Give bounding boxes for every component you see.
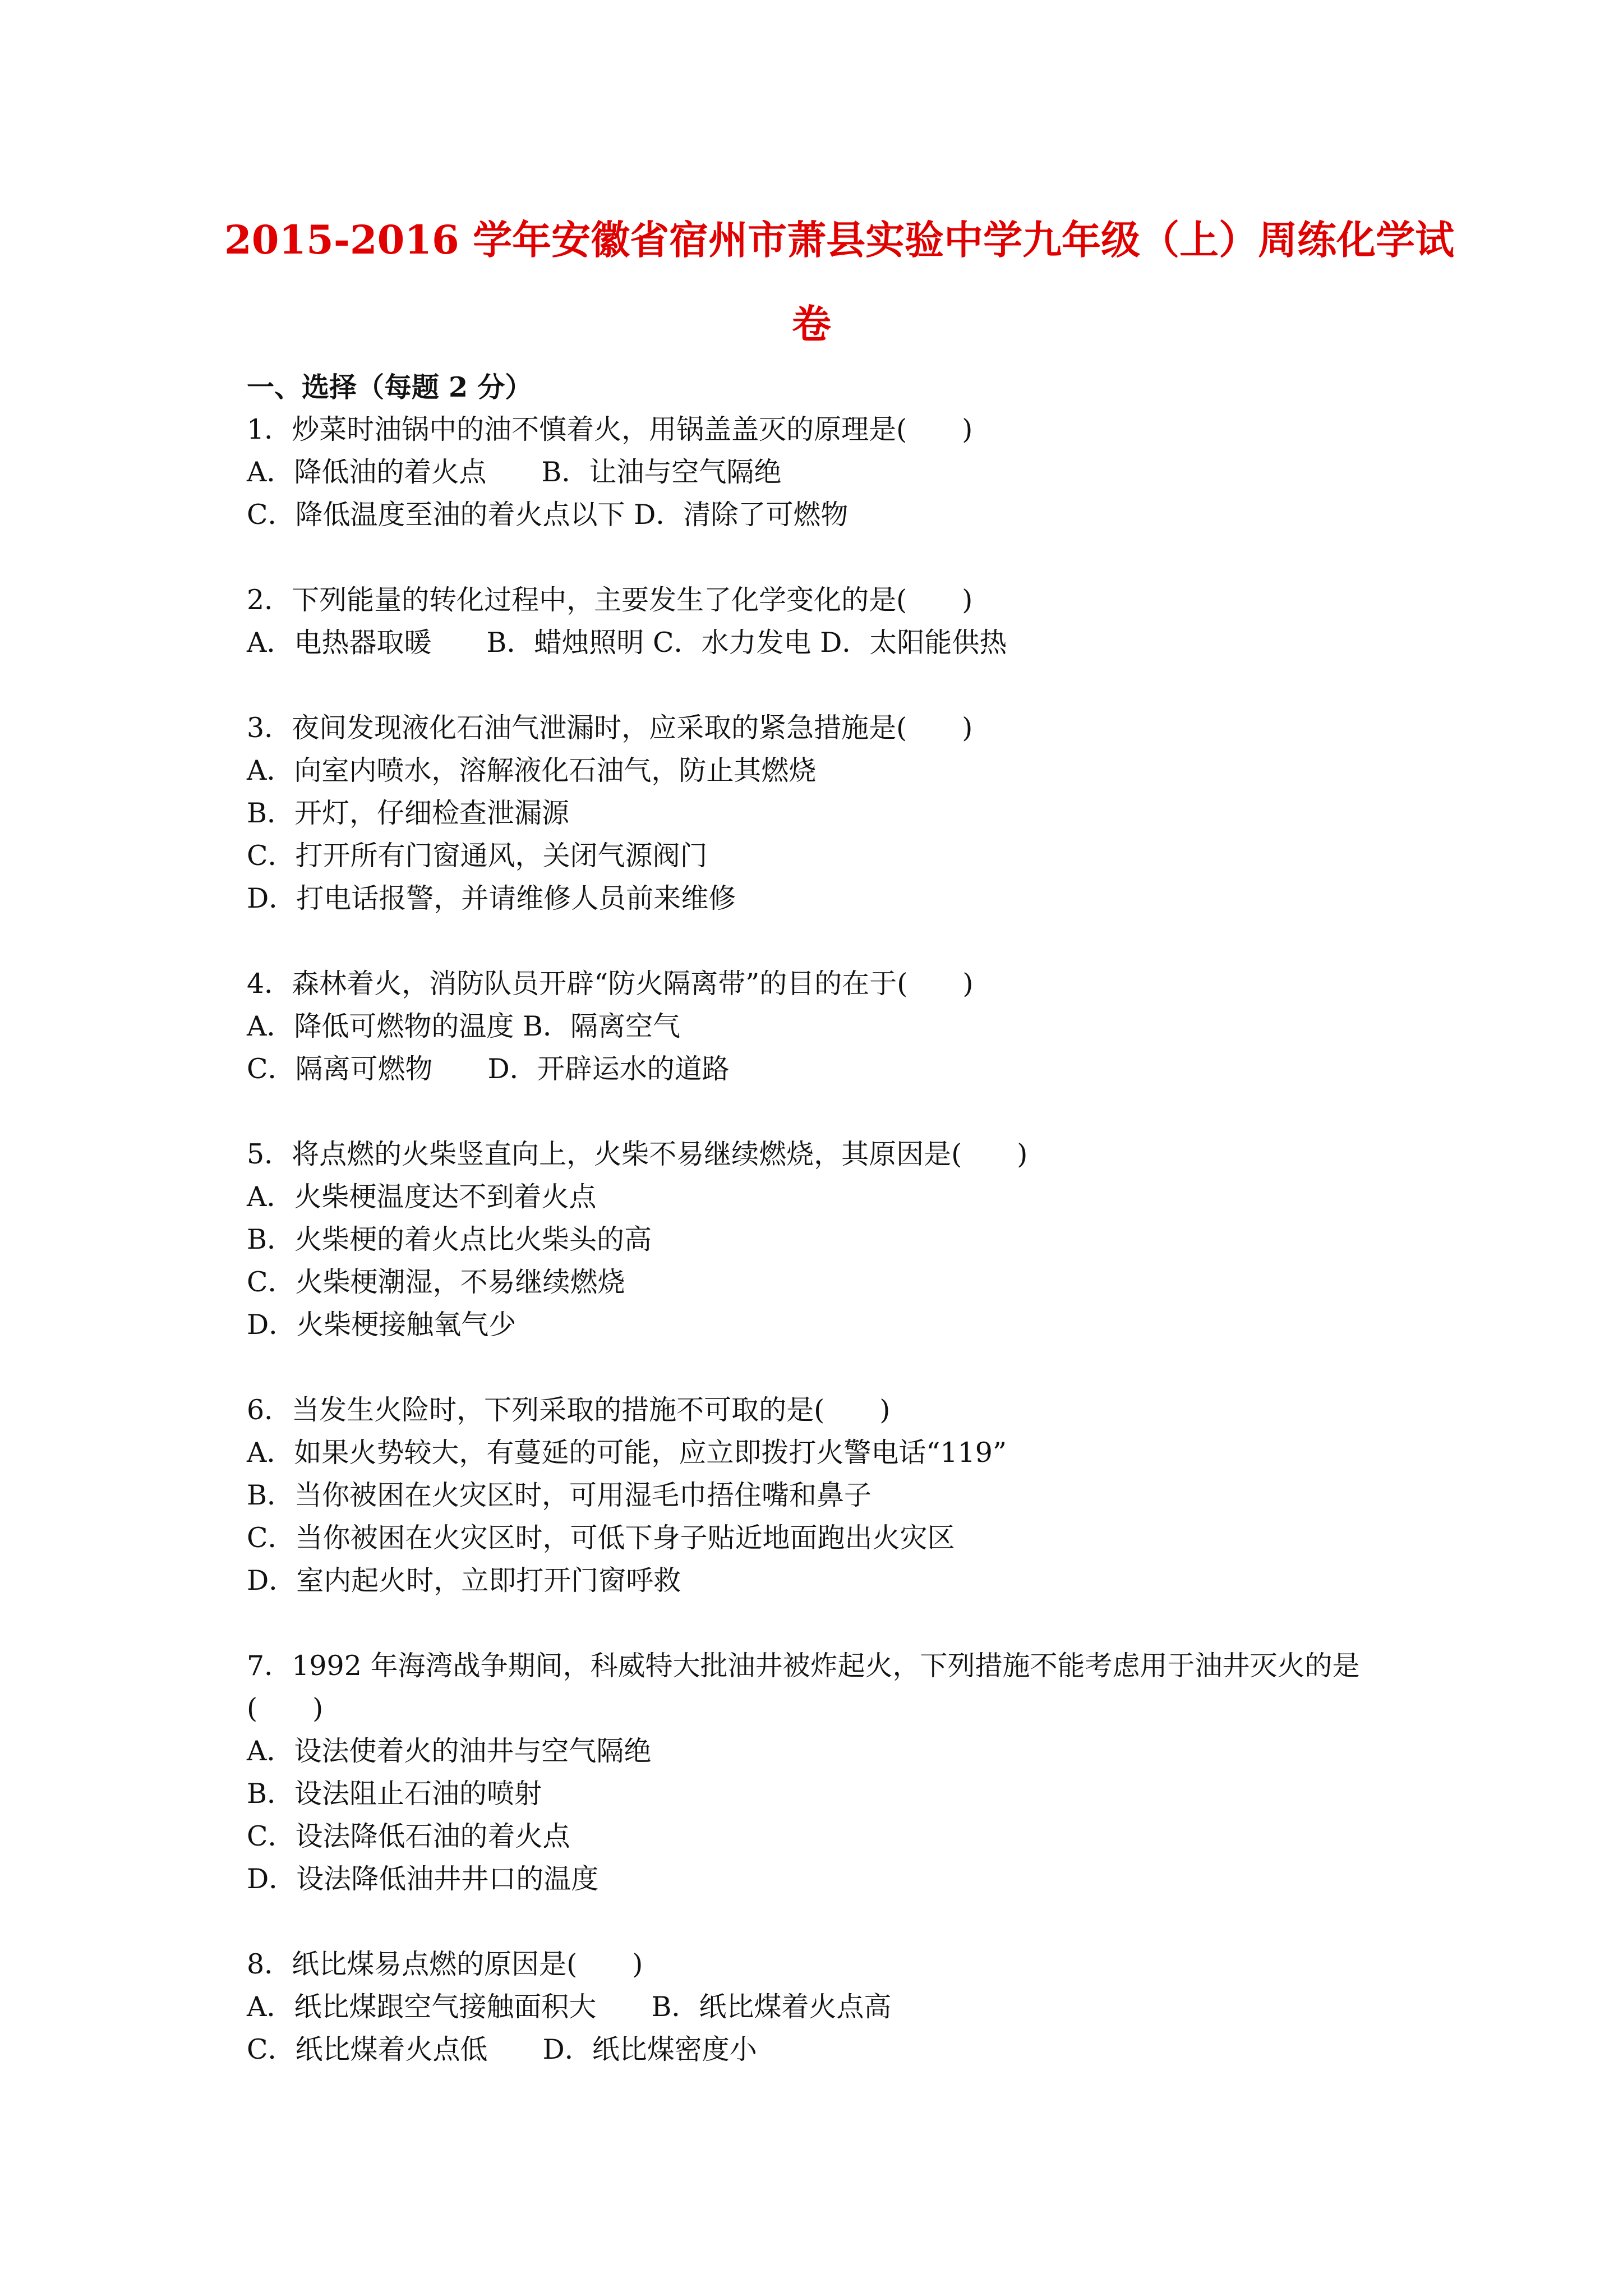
answer-option: C．隔离可燃物 (247, 1053, 488, 1085)
option-row (247, 1218, 1424, 1261)
section-heading: 一、选择（每题 2 分） (247, 371, 533, 403)
question-4 (247, 963, 1424, 1091)
question-stem: 4．森林着火，消防队员开辟“防火隔离带”的目的在于( ) (247, 968, 974, 1000)
option-row (247, 792, 1424, 835)
answer-option: B．火柴梗的着火点比火柴头的高 (247, 1223, 652, 1255)
option-row (247, 1474, 1424, 1517)
answer-option: D．室内起火时，立即打开门窗呼救 (247, 1565, 681, 1596)
question-list (247, 408, 1424, 2071)
exam-title-line-2: 卷 (792, 301, 831, 347)
answer-option: C．当你被困在火灾区时，可低下身子贴近地面跑出火灾区 (247, 1522, 955, 1554)
answer-option: D．设法降低油井井口的温度 (247, 1863, 599, 1895)
answer-option: B．蜡烛照明 (486, 627, 653, 659)
option-row (247, 1304, 1424, 1346)
question-stem: 5．将点燃的火柴竖直向上，火柴不易继续燃烧，其原因是( ) (247, 1138, 1028, 1170)
answer-option: D．开辟运水的道路 (487, 1053, 730, 1085)
answer-option: A．向室内喷水，溶解液化石油气，防止其燃烧 (247, 754, 817, 786)
answer-option: B．让油与空气隔绝 (541, 456, 782, 488)
option-row (247, 1858, 1424, 1901)
question-3 (247, 707, 1424, 920)
answer-option: B．当你被困在火灾区时，可用湿毛巾捂住嘴和鼻子 (247, 1479, 872, 1511)
answer-option: D．火柴梗接触氧气少 (247, 1309, 517, 1341)
answer-option: A．如果火势较大，有蔓延的可能，应立即拨打火警电话“119” (247, 1437, 1007, 1469)
option-row (247, 1559, 1424, 1602)
exam-content (247, 366, 1424, 2114)
answer-option: D．太阳能供热 (820, 627, 1007, 659)
answer-option: A．设法使着火的油井与空气隔绝 (247, 1735, 652, 1767)
option-row (247, 877, 1424, 920)
option-row (247, 1048, 1424, 1091)
exam-title-line-1: 2015-2016 学年安徽省宿州市萧县实验中学九年级（上）周练化学试 (224, 217, 1455, 263)
question-stem: 2．下列能量的转化过程中，主要发生了化学变化的是( ) (247, 584, 973, 616)
question-stem: 1．炒菜时油锅中的油不慎着火，用锅盖盖灭的原理是( ) (247, 413, 973, 445)
option-row (247, 749, 1424, 792)
question-stem: 8．纸比煤易点燃的原因是( ) (247, 1948, 643, 1980)
answer-option: C．设法降低石油的着火点 (247, 1820, 570, 1852)
option-row (247, 1261, 1424, 1304)
option-row (247, 1432, 1424, 1474)
answer-option: A．火柴梗温度达不到着火点 (247, 1181, 597, 1213)
option-row (247, 1815, 1424, 1858)
option-row (247, 2028, 1424, 2071)
question-1 (247, 408, 1424, 536)
answer-option: D．清除了可燃物 (634, 499, 849, 531)
answer-option: C．打开所有门窗通风，关闭气源阀门 (247, 840, 708, 872)
option-row (247, 835, 1424, 877)
answer-option: C．降低温度至油的着火点以下 (247, 499, 634, 531)
answer-option: A．电热器取暖 (247, 627, 487, 659)
option-row (247, 1005, 1424, 1048)
question-8 (247, 1943, 1424, 2071)
answer-option: C．纸比煤着火点低 (247, 2033, 543, 2065)
option-row (247, 1773, 1424, 1815)
question-7 (247, 1645, 1424, 1901)
answer-option: A．降低可燃物的温度 (247, 1010, 523, 1042)
option-row (247, 622, 1424, 664)
answer-option: B．开灯，仔细检查泄漏源 (247, 797, 570, 829)
answer-option: A．纸比煤跟空气接触面积大 (247, 1991, 652, 2023)
option-row (247, 1517, 1424, 1559)
answer-option: C．火柴梗潮湿，不易继续燃烧 (247, 1266, 625, 1298)
answer-option: D．纸比煤密度小 (542, 2033, 757, 2065)
question-2 (247, 579, 1424, 664)
answer-option: A．降低油的着火点 (247, 456, 542, 488)
answer-option: C．水力发电 (652, 627, 820, 659)
option-row (247, 451, 1424, 494)
question-stem: 7．1992 年海湾战争期间，科威特大批油井被炸起火，下列措施不能考虑用于油井灭火的是 (247, 1650, 1360, 1682)
answer-option: B．设法阻止石油的喷射 (247, 1778, 542, 1810)
option-row (247, 1986, 1424, 2028)
question-stem: ( ) (247, 1692, 324, 1724)
answer-option: D．打电话报警，并请维修人员前来维修 (247, 882, 736, 914)
question-stem: 6．当发生火险时，下列采取的措施不可取的是( ) (247, 1394, 891, 1426)
option-row (247, 494, 1424, 536)
answer-option: B．纸比煤着火点高 (651, 1991, 892, 2023)
option-row (247, 1730, 1424, 1773)
option-row (247, 1176, 1424, 1218)
question-5 (247, 1133, 1424, 1346)
answer-option: B．隔离空气 (522, 1010, 680, 1042)
question-6 (247, 1389, 1424, 1602)
question-stem: 3．夜间发现液化石油气泄漏时，应采取的紧急措施是( ) (247, 712, 973, 744)
